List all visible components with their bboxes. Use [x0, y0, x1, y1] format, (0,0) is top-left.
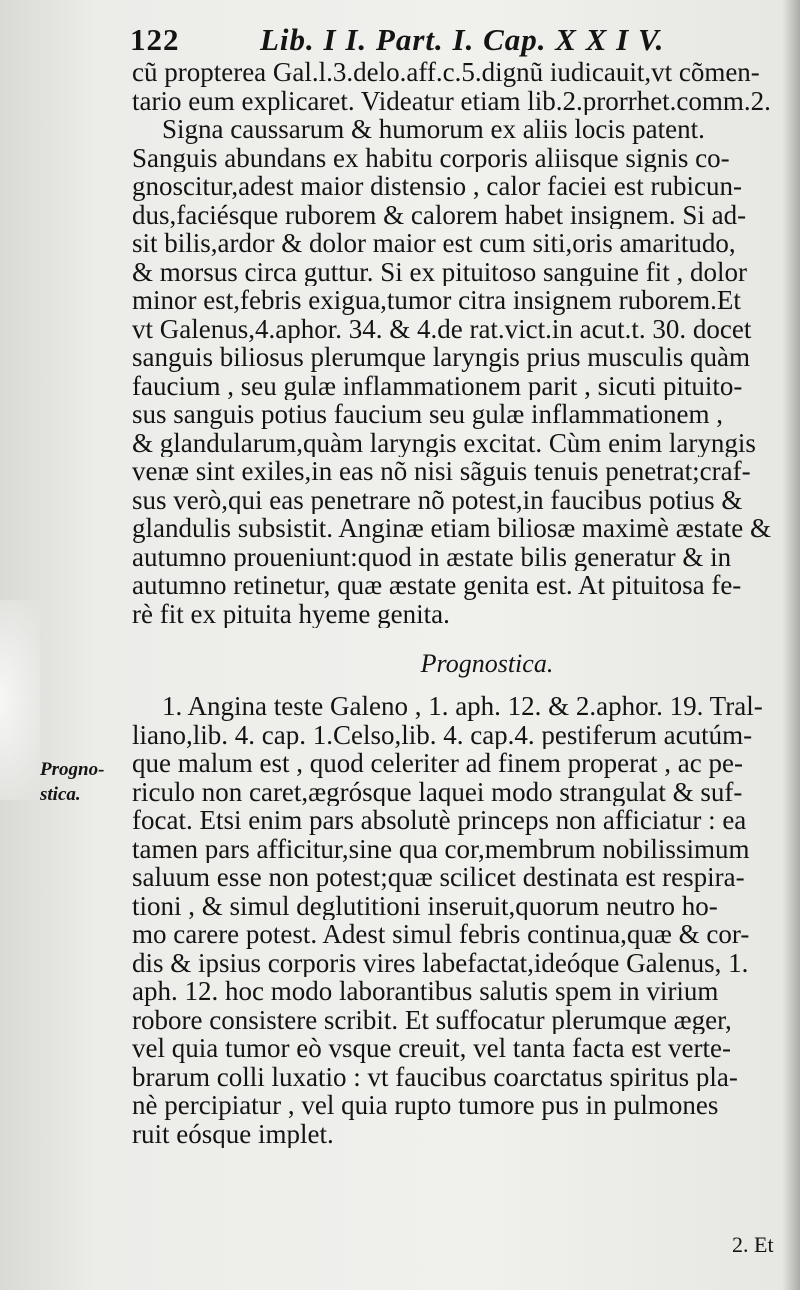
section-title: Prognostica.	[420, 649, 554, 678]
page-gutter-shadow	[782, 0, 800, 1290]
marginal-note-line: Progno-	[40, 759, 105, 780]
text-line: vt Galenus,4.aphor. 34. & 4.de rat.vict.in acut.t. 30. docet	[132, 314, 752, 343]
text-line: gnoscitur,adest maior distensio , calor faciei est rubicun-	[132, 172, 742, 201]
text-line: minor est,febris exigua,tumor citra insignem ruborem.Et	[132, 286, 741, 315]
text-line: dis & ipsius corporis vires labefactat,ideóque Galenus, 1.	[132, 948, 749, 977]
text-line: rè fit ex pituita hyeme genita.	[132, 599, 450, 628]
text-line: riculo non caret,ægrósque laquei modo strangulat & suf-	[132, 777, 743, 806]
chapter-heading: Lib. I I. Part. I. Cap. X X I V.	[260, 22, 665, 57]
text-line: Sanguis abundans ex habitu corporis aliisque signis co-	[132, 143, 730, 172]
text-line: autumno retinetur, quæ æstate genita est. At pituitosa fe-	[132, 571, 742, 600]
text-line: glandulis subsistit. Anginæ etiam biliosæ maximè æstate &	[132, 514, 771, 543]
text-line: & morsus circa guttur. Si ex pituitoso sanguine fit , dolor	[132, 257, 747, 286]
page-number: 122	[130, 22, 180, 57]
text-line: vel quia tumor eò vsque creuit, vel tanta facta est verte-	[132, 1034, 731, 1063]
page-stain	[0, 600, 40, 800]
text-line: autumno proueniunt:quod in æstate bilis generatur & in	[132, 542, 732, 571]
text-line: cũ propterea Gal.l.3.delo.aff.c.5.dignũ iudicauit,vt cõmen-	[132, 58, 760, 87]
text-line: que malum est , quod celeriter ad finem properat , ac pe-	[132, 749, 743, 778]
text-line: saluum esse non potest;quæ scilicet destinata est respira-	[132, 863, 745, 892]
text-line: sit bilis,ardor & dolor maior est cum siti,oris amaritudo,	[132, 229, 736, 258]
text-line: tioni , & simul deglutitioni inseruit,quorum neutro ho-	[132, 891, 718, 920]
text-line: Signa caussarum & humorum ex aliis locis patent.	[162, 115, 705, 144]
text-line: tario eum explicaret. Videatur etiam lib.2.prorrhet.comm.2.	[132, 86, 771, 115]
marginal-note	[40, 757, 120, 807]
main-text	[132, 58, 772, 1148]
text-line: robore consistere scribit. Et suffocatur plerumque æger,	[132, 1005, 732, 1034]
text-line: ruit eósque implet.	[132, 1119, 334, 1148]
text-line: venæ sint exiles,in eas nõ nisi sãguis tenuis penetrat;craf-	[132, 457, 751, 486]
text-line: nè percipiatur , vel quia rupto tumore pus in pulmones	[132, 1091, 719, 1120]
text-line: aph. 12. hoc modo laborantibus salutis spem in virium	[132, 977, 719, 1006]
text-line: sus sanguis potius faucium seu gulæ inflammationem ,	[132, 400, 723, 429]
text-line: brarum colli luxatio : vt faucibus coarctatus spiritus pla-	[132, 1062, 738, 1091]
text-line: faucium , seu gulæ inflammationem parit , sicuti pituito-	[132, 371, 743, 400]
text-line: tamen pars afficitur,sine qua cor,membrum nobilissimum	[132, 834, 750, 863]
text-line: mo carere potest. Adest simul febris continua,quæ & cor-	[132, 920, 750, 949]
text-line: focat. Etsi enim pars absolutè princeps non afficiatur : ea	[132, 806, 747, 835]
running-head	[130, 22, 770, 62]
marginal-note-line: stica.	[40, 784, 81, 805]
text-line: dus,faciésque ruborem & calorem habet insignem. Si ad-	[132, 200, 747, 229]
text-line: liano,lib. 4. cap. 1.Celso,lib. 4. cap.4. pestiferum acutúm-	[132, 720, 753, 749]
text-line: & glandularum,quàm laryngis excitat. Cùm enim laryngis	[132, 428, 756, 457]
text-line: sus verò,qui eas penetrare nõ potest,in faucibus potius &	[132, 485, 743, 514]
text-line: sanguis biliosus plerumque laryngis prius musculis quàm	[132, 343, 750, 372]
text-line: 1. Angina teste Galeno , 1. aph. 12. & 2.aphor. 19. Tral-	[162, 692, 763, 721]
catchword: 2. Et	[732, 1232, 774, 1257]
